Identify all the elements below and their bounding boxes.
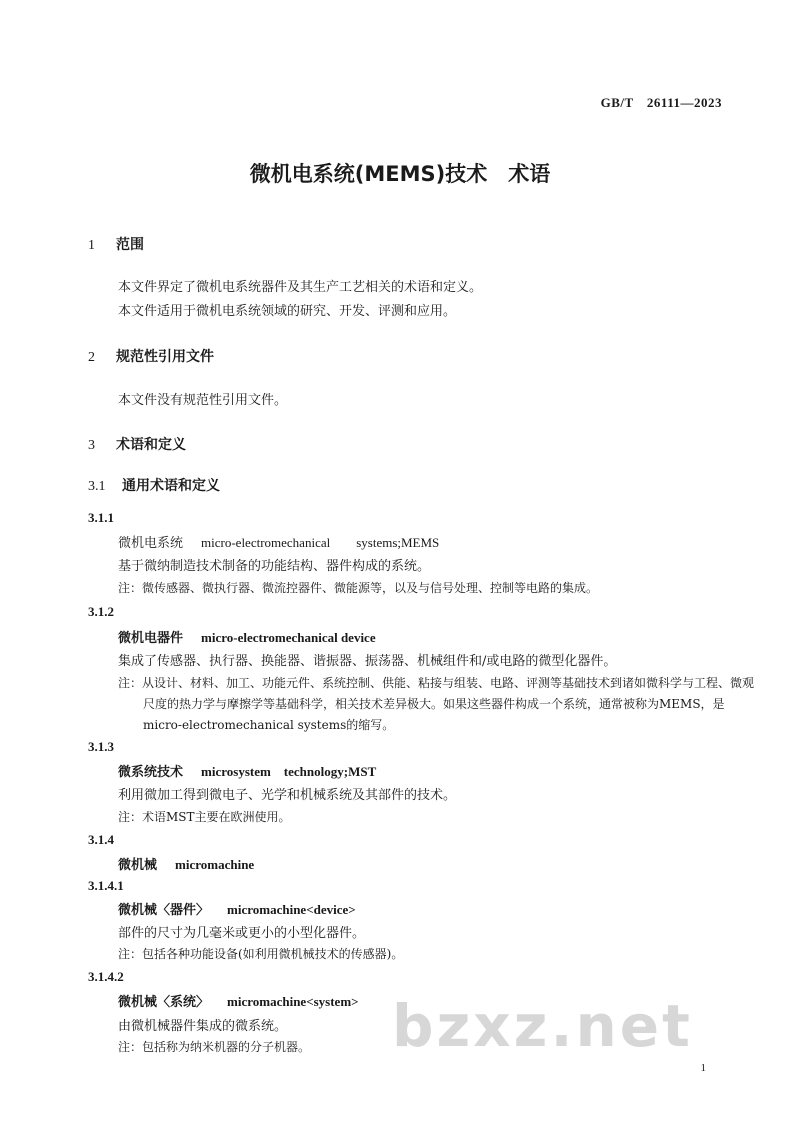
term-entry bbox=[118, 899, 356, 918]
term-entry bbox=[118, 991, 359, 1010]
section-number: 1 bbox=[88, 238, 95, 253]
section-title: 通用术语和定义 bbox=[122, 478, 220, 494]
term-entry bbox=[118, 761, 376, 780]
term-definition: 基于微纳制造技术制备的功能结构、器件构成的系统。 bbox=[118, 559, 431, 574]
page-number: 1 bbox=[700, 1062, 706, 1074]
term-en: micromachine<device> bbox=[227, 902, 356, 917]
subsection-heading-general-terms bbox=[88, 475, 220, 495]
section-title: 术语和定义 bbox=[116, 437, 186, 453]
term-zh: 微机械〈系统〉 bbox=[118, 995, 210, 1010]
term-note-continued: micro-electromechanical systems的缩写。 bbox=[143, 718, 395, 732]
term-zh: 微机电器件 bbox=[118, 631, 184, 646]
term-number: 3.1.4.2 bbox=[88, 969, 124, 984]
term-zh: 微机械 bbox=[118, 858, 158, 873]
term-en: microsystem technology;MST bbox=[201, 764, 377, 779]
paragraph: 本文件没有规范性引用文件。 bbox=[118, 393, 288, 408]
term-number: 3.1.1 bbox=[88, 510, 114, 525]
term-note: 注：微传感器、微执行器、微流控器件、微能源等，以及与信号处理、控制等电路的集成。 bbox=[118, 581, 599, 595]
term-note-continued: 尺度的热力学与摩擦学等基础科学，相关技术差异极大。如果这些器件构成一个系统，通常被称为MEMS，是 bbox=[143, 697, 725, 711]
term-definition: 由微机械器件集成的微系统。 bbox=[118, 1019, 288, 1034]
term-definition: 集成了传感器、执行器、换能器、谐振器、振荡器、机械组件和/或电路的微型化器件。 bbox=[118, 654, 617, 669]
term-en: micromachine<system> bbox=[227, 994, 359, 1009]
term-zh: 微系统技术 bbox=[118, 765, 184, 780]
term-en: micro-electromechanical systems;MEMS bbox=[201, 535, 440, 550]
term-note: 注：从设计、材料、加工、功能元件、系统控制、供能、粘接与组装、电路、评测等基础技术到诸如微科学与工程、微观 bbox=[118, 676, 755, 690]
paragraph: 本文件界定了微机电系统器件及其生产工艺相关的术语和定义。 bbox=[118, 280, 483, 295]
section-number: 3.1 bbox=[88, 479, 106, 494]
term-number: 3.1.4.1 bbox=[88, 878, 124, 893]
term-zh: 微机械〈器件〉 bbox=[118, 903, 210, 918]
term-definition: 利用微加工得到微电子、光学和机械系统及其部件的技术。 bbox=[118, 788, 457, 803]
term-zh: 微机电系统 bbox=[118, 536, 184, 551]
term-note: 注：术语MST主要在欧洲使用。 bbox=[118, 810, 291, 824]
standard-code: GB/T 26111—2023 bbox=[600, 95, 722, 110]
watermark: bzxz.net bbox=[392, 992, 693, 1060]
paragraph: 本文件适用于微机电系统领域的研究、开发、评测和应用。 bbox=[118, 304, 457, 319]
section-number: 2 bbox=[88, 350, 95, 365]
term-entry bbox=[118, 854, 254, 873]
term-number: 3.1.4 bbox=[88, 832, 114, 847]
term-entry bbox=[118, 532, 439, 551]
term-note: 注：包括各种功能设备(如利用微机械技术的传感器)。 bbox=[118, 947, 404, 961]
section-heading-normative-references bbox=[88, 346, 214, 366]
section-number: 3 bbox=[88, 438, 95, 453]
section-heading-terms bbox=[88, 434, 186, 454]
section-heading-scope bbox=[88, 234, 144, 254]
term-entry bbox=[118, 627, 376, 646]
section-title: 规范性引用文件 bbox=[116, 349, 214, 365]
term-en: micromachine bbox=[175, 857, 255, 872]
term-number: 3.1.3 bbox=[88, 739, 114, 754]
term-number: 3.1.2 bbox=[88, 604, 114, 619]
section-title: 范围 bbox=[116, 237, 144, 253]
term-definition: 部件的尺寸为几毫米或更小的小型化器件。 bbox=[118, 926, 366, 941]
term-note: 注：包括称为纳米机器的分子机器。 bbox=[118, 1040, 311, 1054]
term-en: micro-electromechanical device bbox=[201, 630, 376, 645]
document-title: 微机电系统(MEMS)技术 术语 bbox=[249, 162, 551, 186]
